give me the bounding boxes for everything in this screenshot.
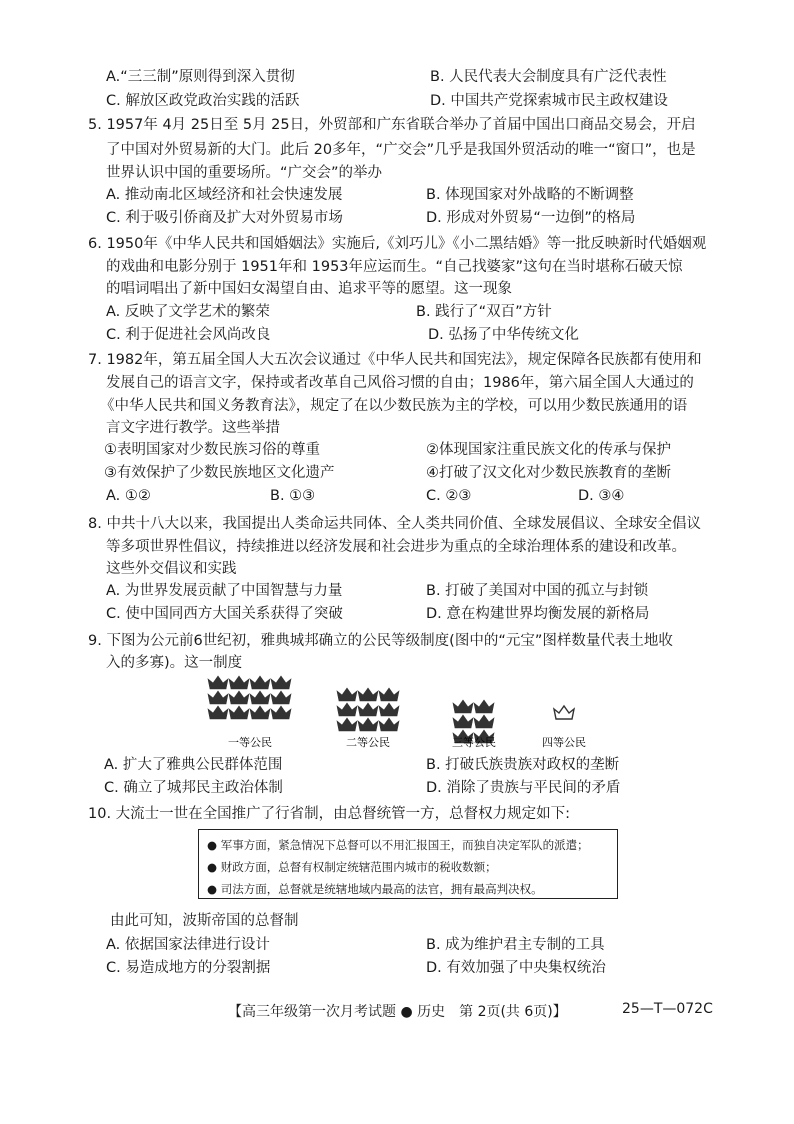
ingot-icon: [208, 691, 228, 704]
q5-option-a: A. 推动南北区域经济和社会快速发展: [106, 187, 343, 203]
ingot-icon: [208, 676, 228, 689]
exam-code: 25—T—072C: [622, 1001, 713, 1017]
q6-stem-line: 的戏曲和电影分别于 1951年和 1953年应运而生。“自己找婆家”这句在当时堪称石破天惊: [106, 259, 683, 275]
citizen-class-figure: [205, 672, 625, 752]
q6-stem-line: 的唱词唱出了新中国妇女渴望自由、追求平等的愿望。这一现象: [106, 281, 512, 297]
q6-stem-line: 6. 1950年《中华人民共和国婚姻法》实施后,《刘巧儿》《小二黑结婚》等一批反映新时代婚姻观: [88, 236, 707, 252]
q4-option-a: A.“三三制”原则得到深入贯彻: [106, 69, 295, 85]
q7-item-2: ②体现国家注重民族文化的传承与保护: [426, 442, 671, 458]
q6-option-d: D. 弘扬了中华传统文化: [428, 327, 579, 343]
q7-item-1: ①表明国家对少数民族习俗的尊重: [104, 442, 320, 458]
box-bullet: ● 司法方面，总督就是统辖地域内最高的法官，拥有最高判决权。: [207, 882, 543, 896]
page-footer: 【高三年级第一次月考试题 ● 历史 第 2页(共 6页)】: [228, 1004, 567, 1020]
q7-stem-line: 发展自己的语言文字，保持或者改革自己风俗习惯的自由；1986年，第六届全国人大通过的: [106, 375, 694, 391]
class-label-4: 四等公民: [542, 737, 586, 749]
ingot-icon: [474, 700, 494, 713]
ingot-icon: [358, 718, 378, 731]
q5-stem-line: 了中国对外贸易新的大门。此后 20多年，“广交会”几乎是我国外贸活动的唯一“窗口”，也是: [106, 142, 696, 158]
q9-stem-line: 9. 下图为公元前6世纪初，雅典城邦确立的公民等级制度(图中的“元宝”图样数量代表土地收: [88, 633, 673, 649]
ingot-icon: [229, 706, 249, 719]
q8-stem-line: 这些外交倡议和实践: [106, 561, 237, 577]
q8-option-b: B. 打破了美国对中国的孤立与封锁: [426, 583, 649, 599]
q4-option-c: C. 解放区政党政治实践的活跃: [106, 93, 300, 109]
ingot-icon: [229, 691, 249, 704]
q10-option-a: A. 依据国家法律进行设计: [106, 937, 270, 953]
box-bullet: ● 军事方面，紧急情况下总督可以不用汇报国王，而独自决定军队的派遣；: [207, 838, 589, 852]
q8-option-d: D. 意在构建世界均衡发展的新格局: [426, 606, 650, 622]
q7-item-3: ③有效保护了少数民族地区文化遗产: [104, 465, 335, 481]
q6-option-a: A. 反映了文学艺术的繁荣: [106, 304, 270, 320]
ingot-icon: [271, 676, 291, 689]
q5-option-c: C. 利于吸引侨商及扩大对外贸易市场: [106, 210, 343, 226]
ingot-icon: [271, 691, 291, 704]
ingot-icon: [337, 718, 357, 731]
ingot-icon: [474, 715, 494, 728]
q9-option-d: D. 消除了贵族与平民间的矛盾: [426, 780, 621, 796]
ingot-icon: [379, 718, 399, 731]
ingot-icon: [379, 703, 399, 716]
q8-stem-line: 8. 中共十八大以来，我国提出人类命运共同体、全人类共同价值、全球发展倡议、全球安全倡议: [88, 516, 701, 532]
q7-option-d: D. ③④: [578, 488, 625, 504]
q7-option-c: C. ②③: [426, 488, 472, 504]
ingot-icon: [250, 706, 270, 719]
ingot-icon: [229, 676, 249, 689]
ingot-icon: [271, 706, 291, 719]
q5-stem-line: 世界认识中国的重要场所。“广交会”的举办: [106, 165, 383, 181]
q10-option-d: D. 有效加强了中央集权统治: [426, 960, 606, 976]
q7-stem-line: 《中华人民共和国义务教育法》，规定了在以少数民族为主的学校，可以用少数民族通用的语: [100, 398, 688, 414]
q9-stem-line: 入的多寡)。这一制度: [106, 655, 243, 671]
q4-option-d: D. 中国共产党探索城市民主政权建设: [430, 93, 668, 109]
q7-stem-line: 7. 1982年，第五届全国人大五次会议通过《中华人民共和国宪法》，规定保障各民族都有使用和: [88, 352, 702, 368]
q10-stem: 10. 大流士一世在全国推广了行省制，由总督统管一方，总督权力规定如下:: [88, 806, 571, 822]
q4-option-b: B. 人民代表大会制度具有广泛代表性: [430, 69, 667, 85]
q5-option-d: D. 形成对外贸易“一边倒”的格局: [426, 210, 636, 226]
ingot-icon: [358, 688, 378, 701]
ingot-icon: [250, 676, 270, 689]
ingot-icon: [337, 703, 357, 716]
q6-option-c: C. 利于促进社会风尚改良: [106, 327, 271, 343]
ingot-icon: [554, 706, 574, 719]
q7-option-b: B. ①③: [270, 488, 316, 504]
q9-option-b: B. 打破氏族贵族对政权的垄断: [426, 757, 620, 773]
ingot-icon: [208, 706, 228, 719]
q6-option-b: B. 践行了“双百”方针: [416, 304, 552, 320]
q8-option-c: C. 使中国同西方大国关系获得了突破: [106, 606, 343, 622]
q8-option-a: A. 为世界发展贡献了中国智慧与力量: [106, 583, 343, 599]
class-label-3: 三等公民: [452, 737, 496, 749]
ingot-icon: [453, 715, 473, 728]
q7-option-a: A. ①②: [106, 488, 151, 504]
box-bullet: ● 财政方面，总督有权制定统辖范围内城市的税收数额；: [207, 860, 497, 874]
q5-stem-line: 5. 1957年 4月 25日至 5月 25日，外贸部和广东省联合举办了首届中国出口商品交易会，开启: [88, 117, 696, 133]
q8-stem-line: 等多项世界性倡议，持续推进以经济发展和社会进步为重点的全球治理体系的建设和改革。: [106, 539, 686, 555]
ingot-icon: [337, 688, 357, 701]
q9-option-c: C. 确立了城邦民主政治体制: [104, 780, 283, 796]
q7-item-4: ④打破了汉文化对少数民族教育的垄断: [426, 465, 671, 481]
ingot-icon: [379, 688, 399, 701]
q7-stem-line: 言文字进行教学。这些举措: [106, 420, 280, 436]
ingot-icon: [250, 691, 270, 704]
governor-powers-box: [198, 829, 618, 899]
q10-option-c: C. 易造成地方的分裂割据: [106, 960, 271, 976]
ingot-icon: [358, 703, 378, 716]
q10-option-b: B. 成为维护君主专制的工具: [426, 937, 605, 953]
q10-lead: 由此可知，波斯帝国的总督制: [110, 913, 299, 929]
class-label-1: 一等公民: [228, 737, 272, 749]
class-label-2: 二等公民: [346, 737, 390, 749]
q9-option-a: A. 扩大了雅典公民群体范围: [104, 757, 283, 773]
q5-option-b: B. 体现国家对外战略的不断调整: [426, 187, 634, 203]
ingot-icon: [453, 700, 473, 713]
